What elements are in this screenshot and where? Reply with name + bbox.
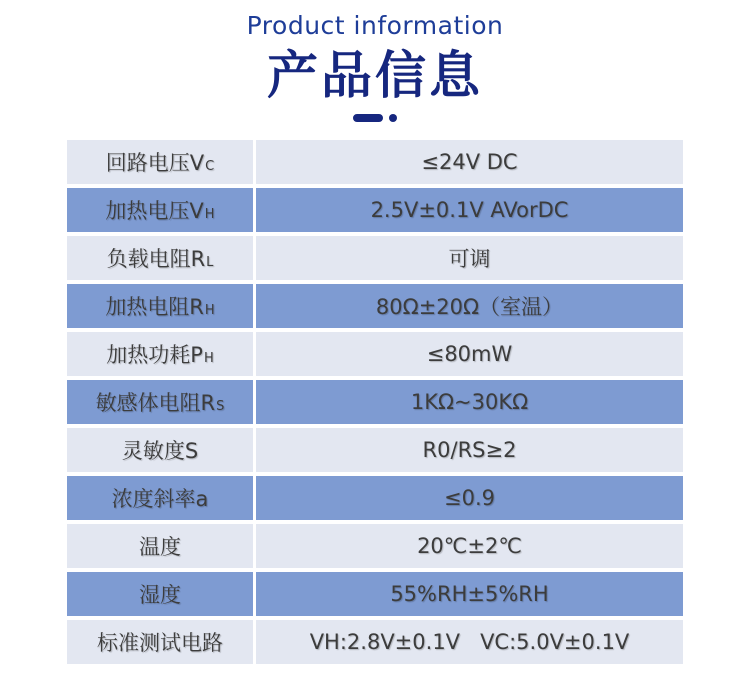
spec-label: 加热电压V <box>105 199 204 223</box>
table-row <box>67 332 683 376</box>
spec-label: 灵敏度S <box>121 439 199 463</box>
table-row <box>67 140 683 184</box>
spec-label-cell <box>67 236 253 280</box>
table-row <box>67 428 683 472</box>
spec-value: 2.5V±0.1V AVorDC <box>370 198 569 222</box>
spec-label: 回路电压V <box>105 151 205 175</box>
title-underline-decoration <box>0 113 750 122</box>
spec-value: ≤80mW <box>426 342 513 366</box>
spec-value: 55%RH±5%RH <box>390 582 549 606</box>
spec-label: 温度 <box>139 535 181 559</box>
table-row <box>67 524 683 568</box>
spec-value: R0/RS≥2 <box>422 438 517 462</box>
spec-label-cell <box>67 188 253 232</box>
spec-label-cell <box>67 140 253 184</box>
spec-value-cell <box>256 140 683 184</box>
table-row <box>67 620 683 664</box>
table-row <box>67 236 683 280</box>
spec-label: 标准测试电路 <box>97 631 223 655</box>
spec-label-cell <box>67 620 253 664</box>
spec-label-cell <box>67 476 253 520</box>
spec-label-cell <box>67 524 253 568</box>
underline-dash <box>353 114 383 122</box>
spec-table <box>67 140 683 664</box>
spec-value: 可调 <box>448 247 491 271</box>
spec-value: 1KΩ~30KΩ <box>410 390 529 414</box>
spec-label-subscript: H <box>203 351 214 366</box>
spec-label-cell <box>67 284 253 328</box>
spec-label-cell <box>67 332 253 376</box>
spec-value-cell <box>256 620 683 664</box>
spec-label: 加热电阻R <box>105 295 204 319</box>
subtitle-en: Product information <box>246 11 504 40</box>
spec-value-cell <box>256 428 683 472</box>
table-row <box>67 380 683 424</box>
page-title: 产品信息 <box>266 47 483 106</box>
page-header <box>0 13 750 122</box>
spec-label: 湿度 <box>139 583 181 607</box>
spec-value-cell <box>256 380 683 424</box>
spec-value-cell <box>256 524 683 568</box>
spec-value-cell <box>256 572 683 616</box>
spec-value: ≤0.9 <box>444 486 495 510</box>
spec-value-cell <box>256 476 683 520</box>
spec-value: 20℃±2℃ <box>417 534 522 558</box>
spec-value-cell <box>256 188 683 232</box>
spec-value: VH:2.8V±0.1V VC:5.0V±0.1V <box>309 630 630 654</box>
spec-label-cell <box>67 428 253 472</box>
spec-value: ≤24V DC <box>421 150 518 174</box>
spec-label-subscript: H <box>204 303 215 318</box>
spec-value: 80Ω±20Ω（室温） <box>375 295 564 319</box>
table-row <box>67 284 683 328</box>
spec-label-cell <box>67 380 253 424</box>
spec-label-cell <box>67 572 253 616</box>
spec-value-cell <box>256 284 683 328</box>
spec-label-subscript: C <box>205 159 215 174</box>
spec-label-subscript: S <box>216 399 225 414</box>
underline-dot <box>389 114 397 122</box>
spec-label: 敏感体电阻R <box>95 391 216 415</box>
spec-label: 负载电阻R <box>106 247 206 271</box>
spec-value-cell <box>256 332 683 376</box>
spec-label-subscript: L <box>206 255 214 270</box>
table-row <box>67 188 683 232</box>
spec-label-subscript: H <box>204 207 215 222</box>
spec-label: 加热功耗P <box>106 343 203 367</box>
spec-label: 浓度斜率a <box>111 487 209 511</box>
spec-value-cell <box>256 236 683 280</box>
table-row <box>67 572 683 616</box>
table-row <box>67 476 683 520</box>
